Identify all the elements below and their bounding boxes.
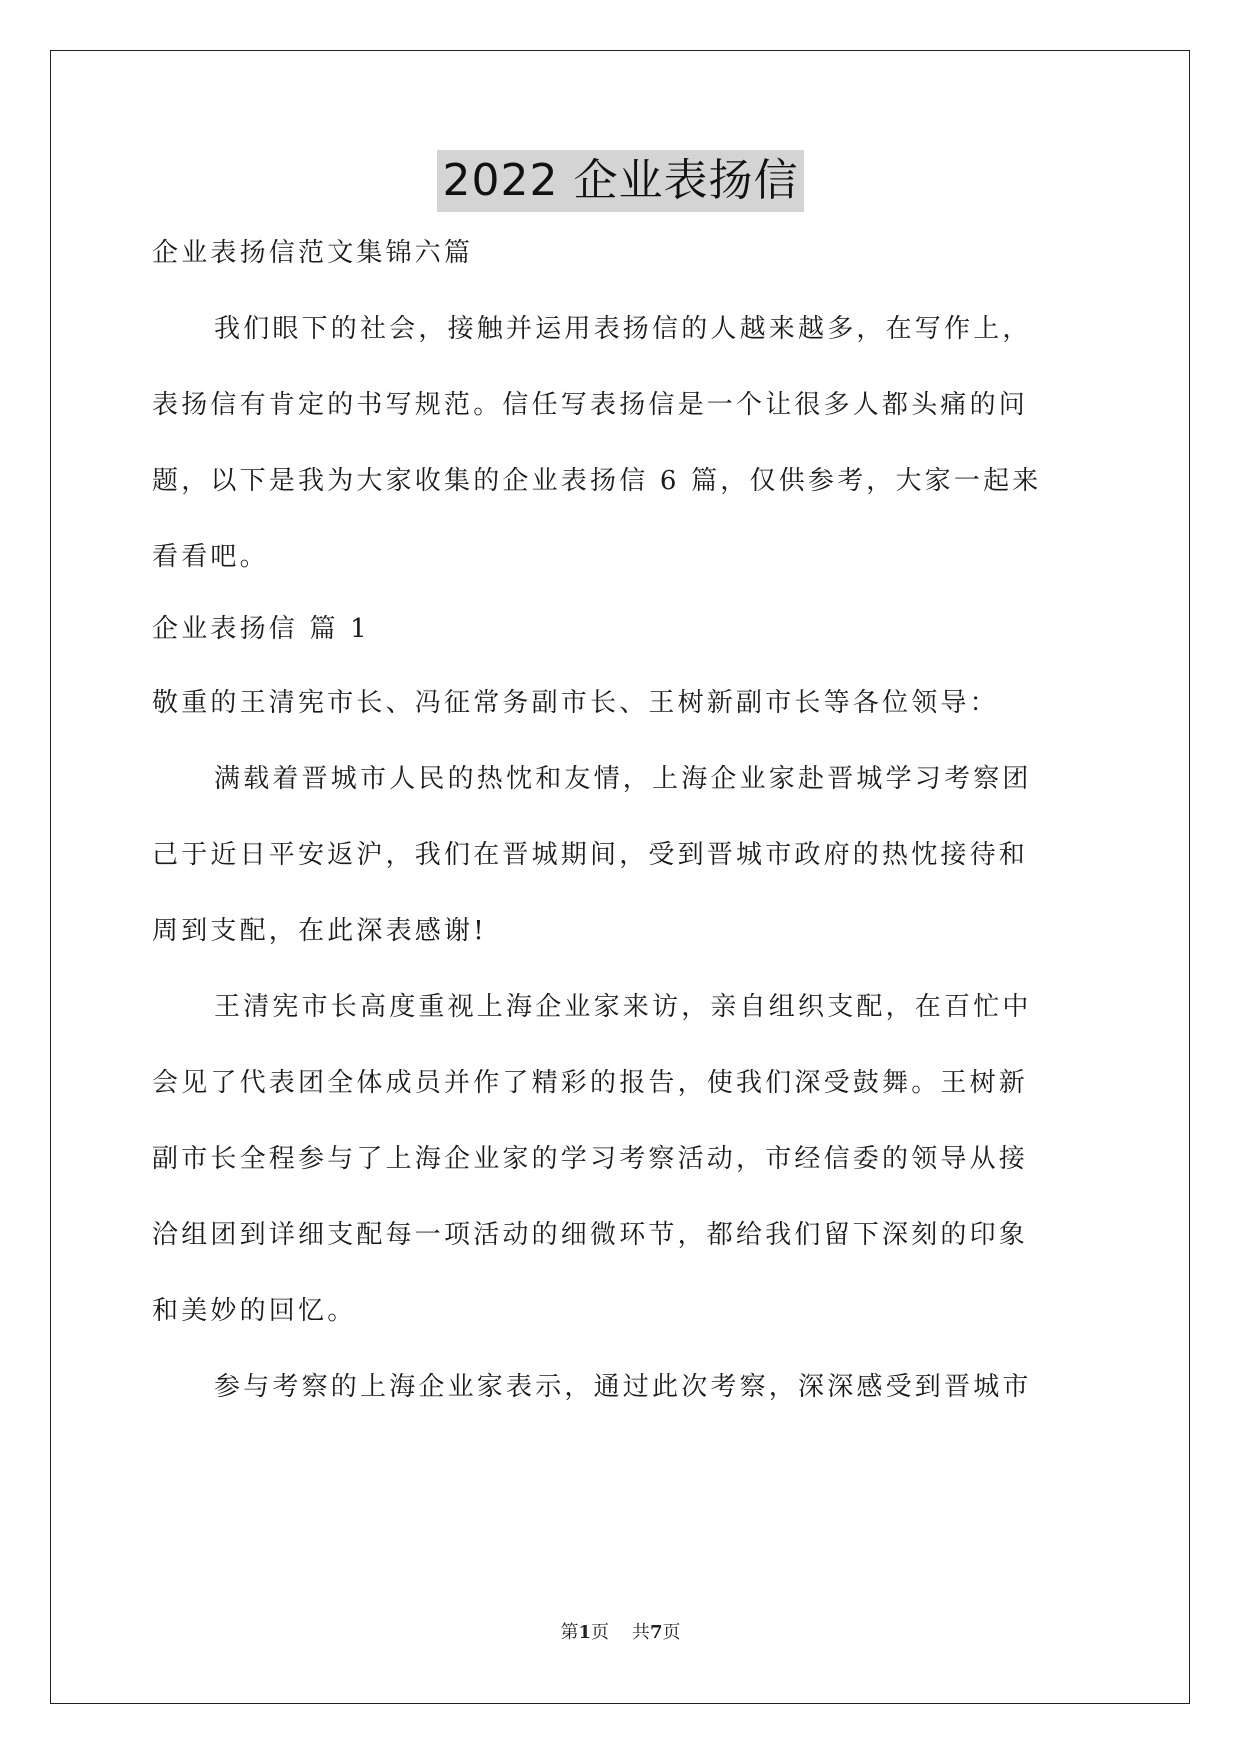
paragraph-line: 王清宪市长高度重视上海企业家来访，亲自组织支配，在百忙中 [214,992,1032,1022]
paragraph-line: 我们眼下的社会，接触并运用表扬信的人越来越多，在写作上， [214,314,1032,344]
footer-prefix: 第 [560,1622,579,1643]
salutation-line: 敬重的王清宪市长、冯征常务副市长、王树新副市长等各位领导： [152,688,999,718]
paragraph-line: 和美妙的回忆。 [152,1296,357,1326]
paragraph-line: 看看吧。 [152,542,269,572]
footer-total-pages: 7 [649,1622,663,1643]
section-heading: 企业表扬信 篇 1 [152,614,370,644]
footer-page-number: 1 [578,1622,592,1643]
footer-suffix: 页 [662,1622,681,1643]
paragraph-line: 洽组团到详细支配每一项活动的细微环节，都给我们留下深刻的印象 [152,1220,1029,1250]
paragraph-line: 题，以下是我为大家收集的企业表扬信 6 篇，仅供参考，大家一起来 [152,466,1042,496]
paragraph-line: 参与考察的上海企业家表示，通过此次考察，深深感受到晋城市 [214,1372,1032,1402]
paragraph-line: 周到支配，在此深表感谢! [152,916,487,946]
footer-mid: 页 共 [591,1622,650,1643]
paragraph-line: 己于近日平安返沪，我们在晋城期间，受到晋城市政府的热忱接待和 [152,840,1029,870]
document-title: 2022 企业表扬信 [437,150,805,212]
paragraph-line: 副市长全程参与了上海企业家的学习考察活动，市经信委的领导从接 [152,1144,1029,1174]
paragraph-line: 表扬信有肯定的书写规范。信任写表扬信是一个让很多人都头痛的问 [152,390,1029,420]
title-area [0,150,1241,212]
subtitle-line: 企业表扬信范文集锦六篇 [152,238,474,268]
page-footer [0,1618,1241,1644]
paragraph-line: 满载着晋城市人民的热忱和友情，上海企业家赴晋城学习考察团 [214,764,1032,794]
paragraph-line: 会见了代表团全体成员并作了精彩的报告，使我们深受鼓舞。王树新 [152,1068,1029,1098]
page-border [50,50,1190,1704]
